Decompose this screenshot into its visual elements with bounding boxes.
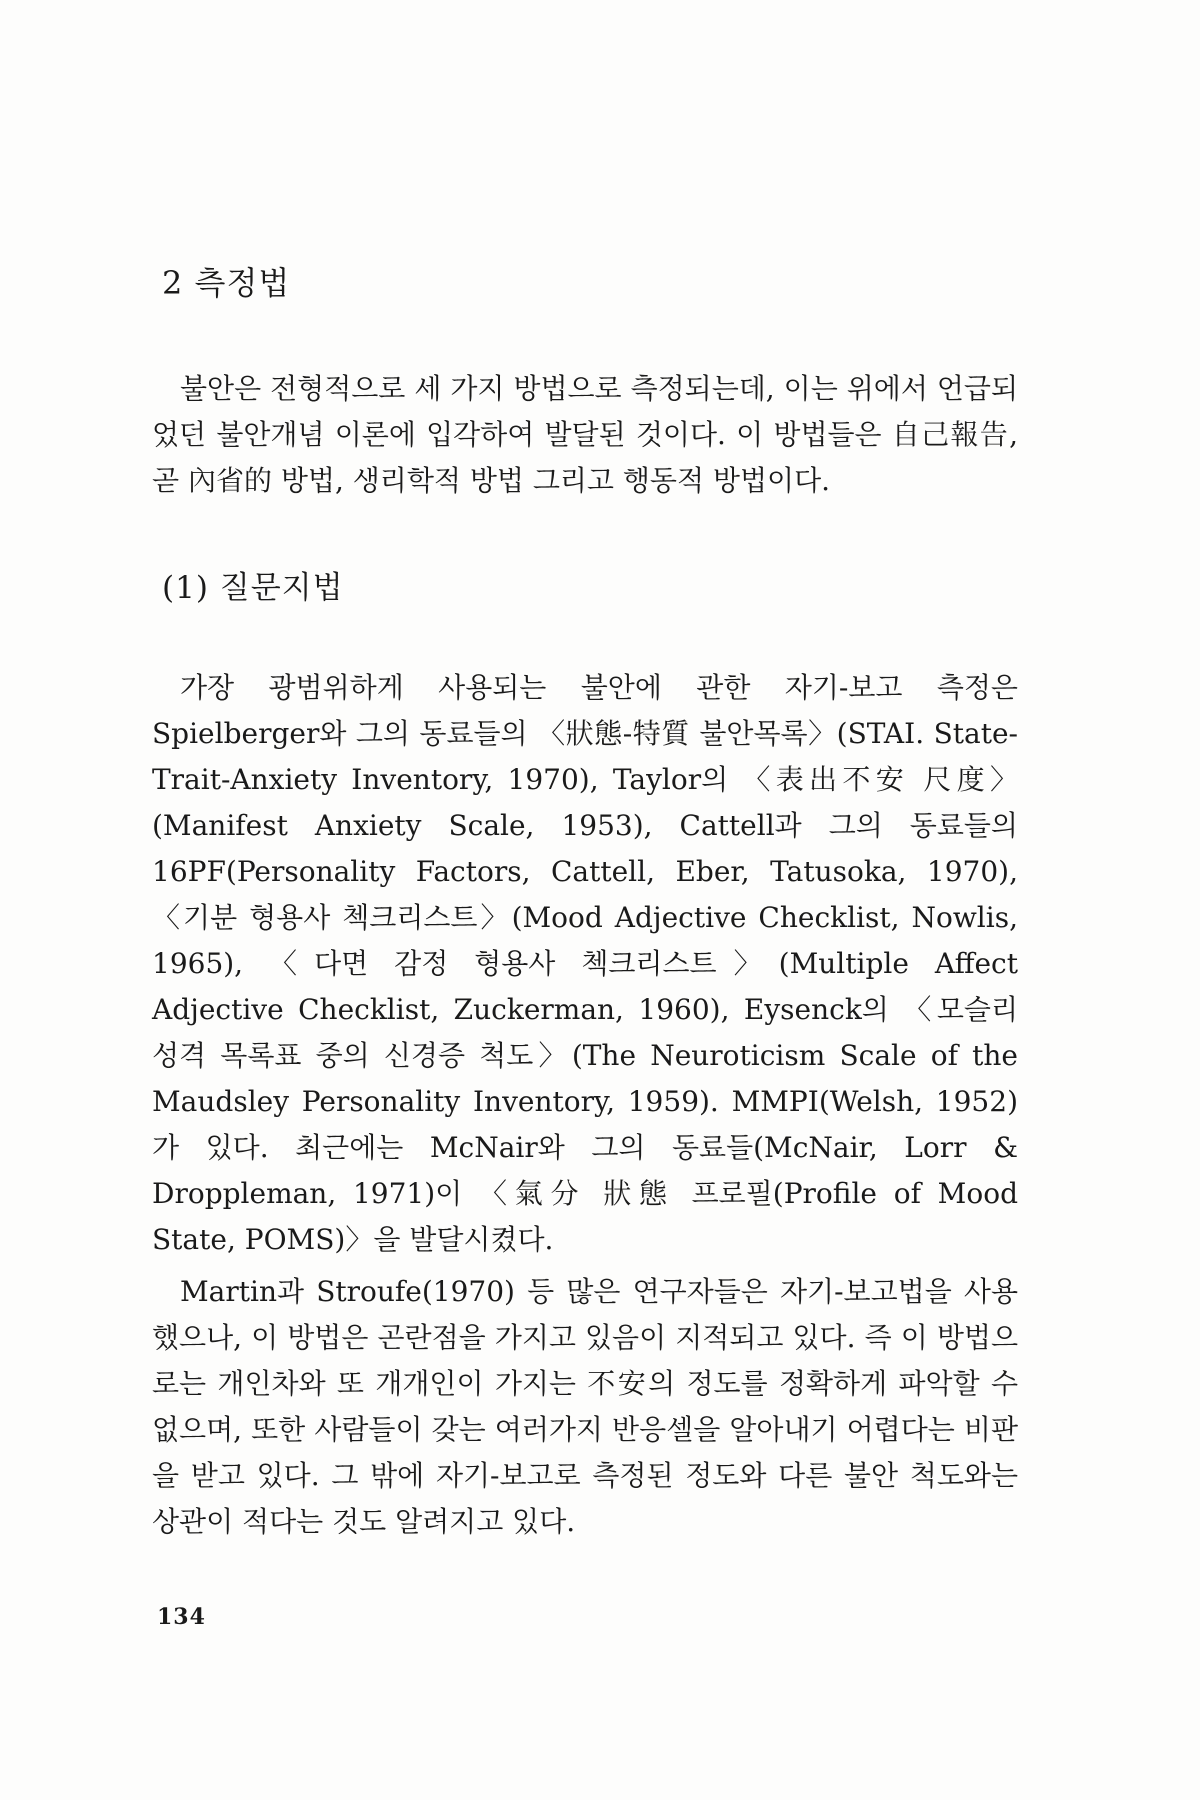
section-title: 2 측정법 — [162, 264, 291, 302]
page-content — [152, 258, 1018, 1545]
subsection-title: (1) 질문지법 — [162, 570, 344, 606]
page-number: 134 — [157, 1604, 206, 1630]
body-paragraph-2: Martin과 Stroufe(1970) 등 많은 연구자들은 자기-보고법을 사용했으나, 이 방법은 곤란점을 가지고 있음이 지적되고 있다. 즉 이 방법으로는 개인차와 또 개개인이 가지는 不安의 정도를 정확하게 파악할 수 없으며, 또한 사람들이 갖는 여러가지 반응셀을 알아내기 어렵다는 비판을 받고 있다. 그 밖에 자기-보고로 측정된 정도와 다른 불안 척도와는 상관이 적다는 것도 알려지고 있다. — [152, 1275, 1018, 1538]
body-paragraph-1: 가장 광범위하게 사용되는 불안에 관한 자기-보고 측정은 Spielberger와 그의 동료들의 〈狀態-特質 불안목록〉(STAI. State-Trait-Anxiety Inventory, 1970), Taylor의 〈表出不安 尺度〉(Manifest Anxiety Scale, 1953), Cattell과 그의 동료들의 16PF(Personality Factors, Cattell, Eber, Tatusoka, 1970), 〈기분 형용사 첵크리스트〉(Mood Adjective Checklist, Nowlis, 1965), 〈다면 감정 형용사 첵크리스트〉(Multiple Affect Adjective Checklist, Zuckerman, 1960), Eysenck의 〈모슬리 성격 목록표 중의 신경증 척도〉(The Neuroticism Scale of the Maudsley Personality Inventory, 1959). MMPI(Welsh, 1952)가 있다. 최근에는 McNair와 그의 동료들(McNair, Lorr & Droppleman, 1971)이 〈氣分 狀態 프로필(Profile of Mood State, POMS)〉을 발달시켰다. — [152, 671, 1018, 1256]
intro-paragraph: 불안은 전형적으로 세 가지 방법으로 측정되는데, 이는 위에서 언급되었던 불안개념 이론에 입각하여 발달된 것이다. 이 방법들은 自己報告, 곧 內省的 방법, 생리학적 방법 그리고 행동적 방법이다. — [152, 372, 1018, 497]
